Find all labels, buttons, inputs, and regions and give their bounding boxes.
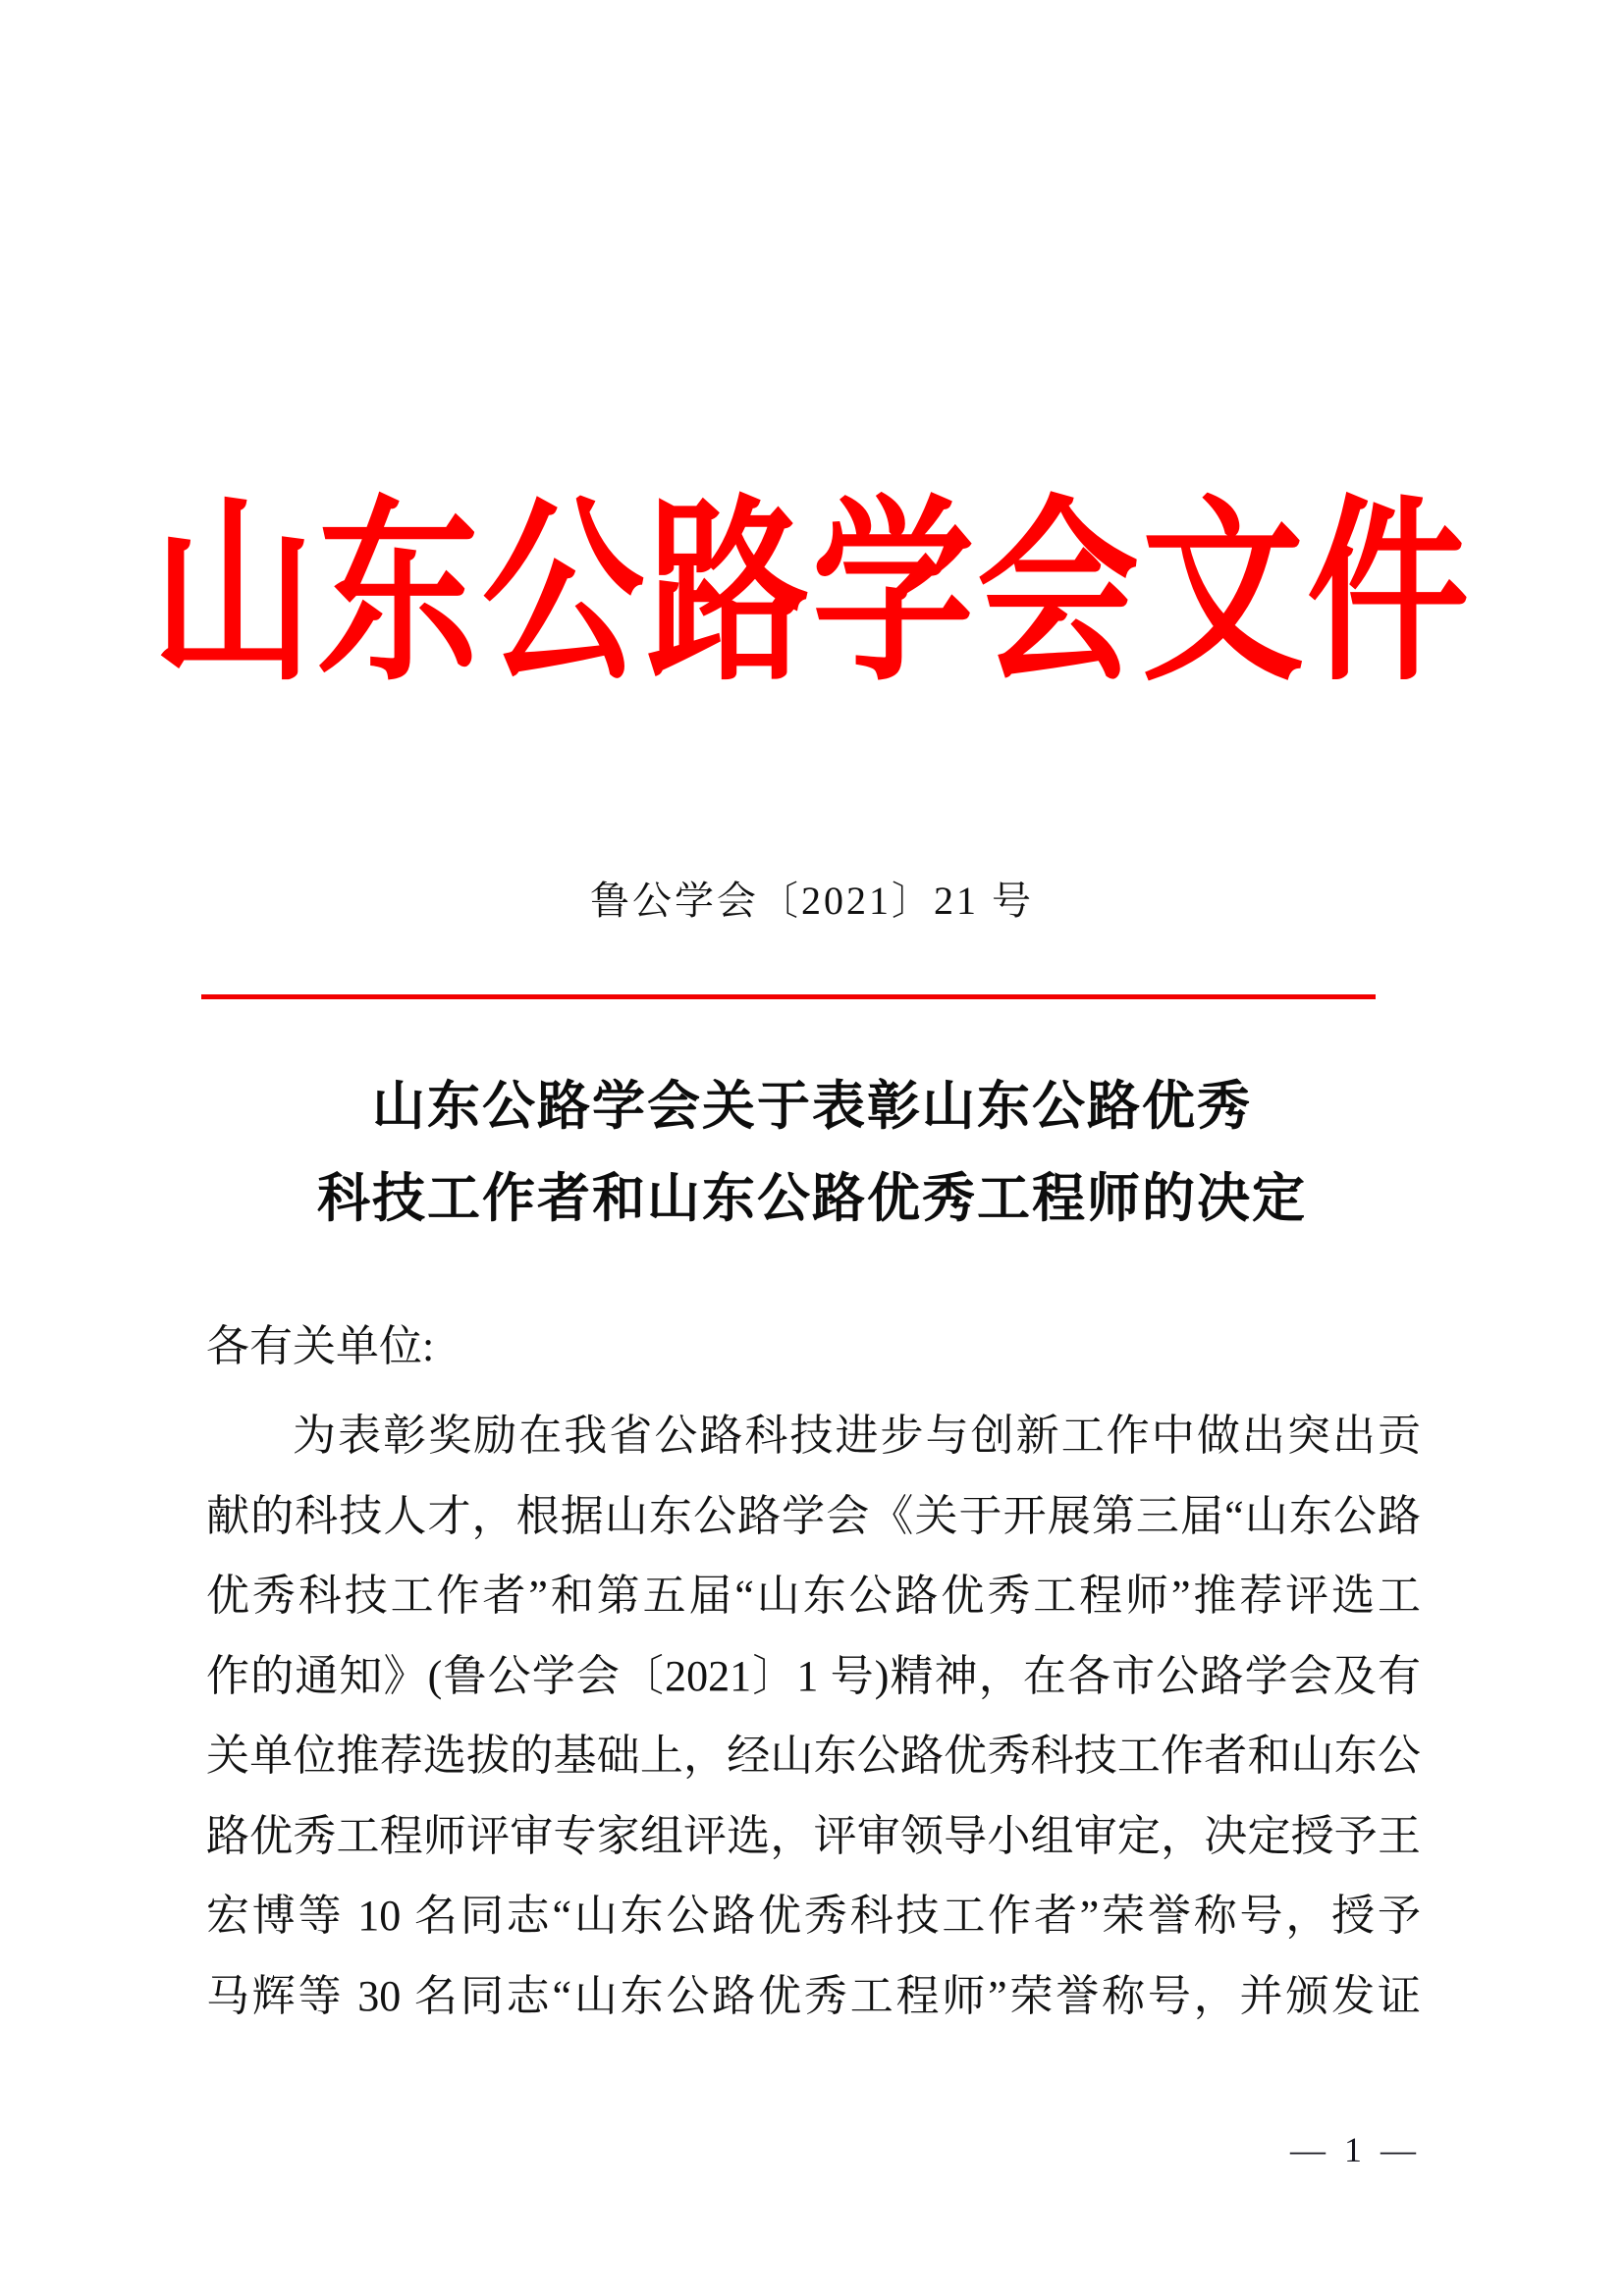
body-line: 关单位推荐选拔的基础上，经山东公路优秀科技工作者和山东公 [206,1732,1421,1780]
body-line: 作的通知》(鲁公学会〔2021〕1 号)精神，在各市公路学会及有 [206,1651,1421,1700]
body-line: 马辉等 30 名同志“山东公路优秀工程师”荣誉称号，并颁发证 [206,1971,1421,2020]
body-line: 路优秀工程师评审专家组评选，评审领导小组审定，决定授予王 [206,1811,1421,1860]
page-number: — 1 — [1290,2130,1421,2169]
body-paragraph [206,1396,1421,2036]
doc-title-line-2: 科技工作者和山东公路优秀工程师的决定 [317,1169,1307,1228]
body-line: 为表彰奖励在我省公路科技进步与创新工作中做出突出贡 [293,1412,1421,1460]
body-line: 优秀科技工作者”和第五届“山东公路优秀工程师”推荐评选工 [206,1572,1421,1620]
doc-title-line-1: 山东公路学会关于表彰山东公路优秀 [372,1077,1252,1136]
doc-title [0,1060,1624,1245]
red-divider-rule [201,994,1376,999]
salutation: 各有关单位: [206,1322,435,1370]
body-line: 宏博等 10 名同志“山东公路优秀科技工作者”荣誉称号，授予 [206,1892,1421,1940]
doc-number: 鲁公学会〔2021〕21 号 [590,879,1034,923]
body-line: 献的科技人才，根据山东公路学会《关于开展第三届“山东公路 [206,1491,1421,1540]
letterhead-title: 山东公路学会文件 [152,485,1472,705]
